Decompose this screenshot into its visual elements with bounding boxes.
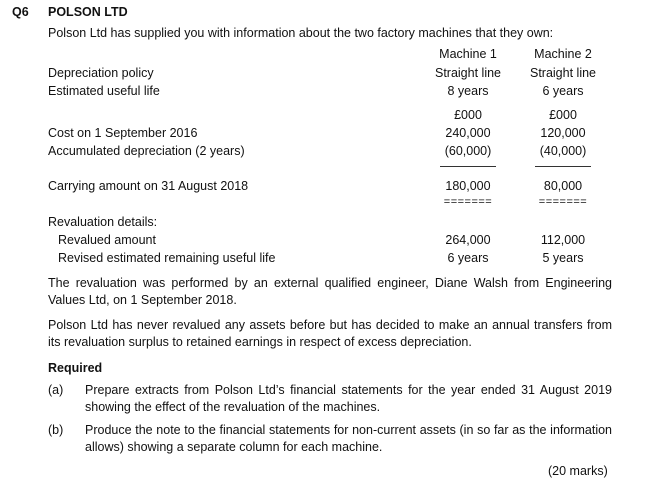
label-accumulated-depreciation: Accumulated depreciation (2 years) bbox=[48, 144, 245, 158]
m1-cost: 240,000 bbox=[445, 126, 491, 140]
m1-useful-life: 8 years bbox=[447, 84, 489, 98]
intro-text: Polson Ltd has supplied you with information about the two factory machines that they own: bbox=[48, 26, 554, 40]
label-cost: Cost on 1 September 2016 bbox=[48, 126, 198, 140]
paragraph-revaluation-performed: The revaluation was performed by an external qualified engineer, Diane Walsh from Engineering Values Ltd, on 1 September 2018. bbox=[48, 276, 612, 307]
m2-remaining-life: 5 years bbox=[542, 251, 584, 265]
marks: (20 marks) bbox=[548, 464, 608, 478]
subtotal-rule-m1 bbox=[440, 166, 496, 167]
question-title: POLSON LTD bbox=[48, 5, 128, 19]
part-b-text: Produce the note to the financial statements for non-current assets (in so far as the information allows) showing a separate column for each machine. bbox=[85, 423, 612, 454]
m2-depreciation-policy: Straight line bbox=[529, 66, 596, 80]
m2-carrying-amount: 80,000 bbox=[543, 179, 583, 193]
header-machine-1: Machine 1 bbox=[439, 47, 497, 61]
m2-currency: £000 bbox=[549, 108, 577, 122]
paragraph-annual-transfers: Polson Ltd has never revalued any assets before but has decided to make an annual transfers from its revaluation surplus to retained earnings in respect of excess depreciation. bbox=[48, 318, 612, 349]
m2-accumulated-depreciation: (40,000) bbox=[539, 144, 587, 158]
revaluation-heading: Revaluation details: bbox=[48, 215, 158, 229]
label-carrying-amount: Carrying amount on 31 August 2018 bbox=[48, 179, 249, 193]
m1-remaining-life: 6 years bbox=[447, 251, 489, 265]
m1-depreciation-policy: Straight line bbox=[434, 66, 501, 80]
part-a-label: (a) bbox=[48, 383, 64, 397]
header-machine-2: Machine 2 bbox=[534, 47, 592, 61]
m1-revalued-amount: 264,000 bbox=[445, 233, 491, 247]
label-revalued-amount: Revalued amount bbox=[58, 233, 156, 247]
subtotal-rule-m2 bbox=[535, 166, 591, 167]
total-double-rule-m1: ======= bbox=[443, 196, 493, 208]
required-heading: Required bbox=[48, 361, 103, 375]
label-remaining-life: Revised estimated remaining useful life bbox=[58, 251, 276, 265]
label-useful-life: Estimated useful life bbox=[48, 84, 160, 98]
m2-useful-life: 6 years bbox=[542, 84, 584, 98]
part-a-text: Prepare extracts from Polson Ltd’s financial statements for the year ended 31 August 2019 showing the effect of the revaluation of the machines. bbox=[85, 383, 612, 414]
m2-cost: 120,000 bbox=[540, 126, 586, 140]
part-b-label: (b) bbox=[48, 423, 64, 437]
question-number: Q6 bbox=[12, 5, 29, 19]
label-depreciation-policy: Depreciation policy bbox=[48, 66, 154, 80]
m1-currency: £000 bbox=[454, 108, 482, 122]
total-double-rule-m2: ======= bbox=[538, 196, 588, 208]
m2-revalued-amount: 112,000 bbox=[540, 233, 586, 247]
m1-accumulated-depreciation: (60,000) bbox=[444, 144, 492, 158]
m1-carrying-amount: 180,000 bbox=[445, 179, 491, 193]
